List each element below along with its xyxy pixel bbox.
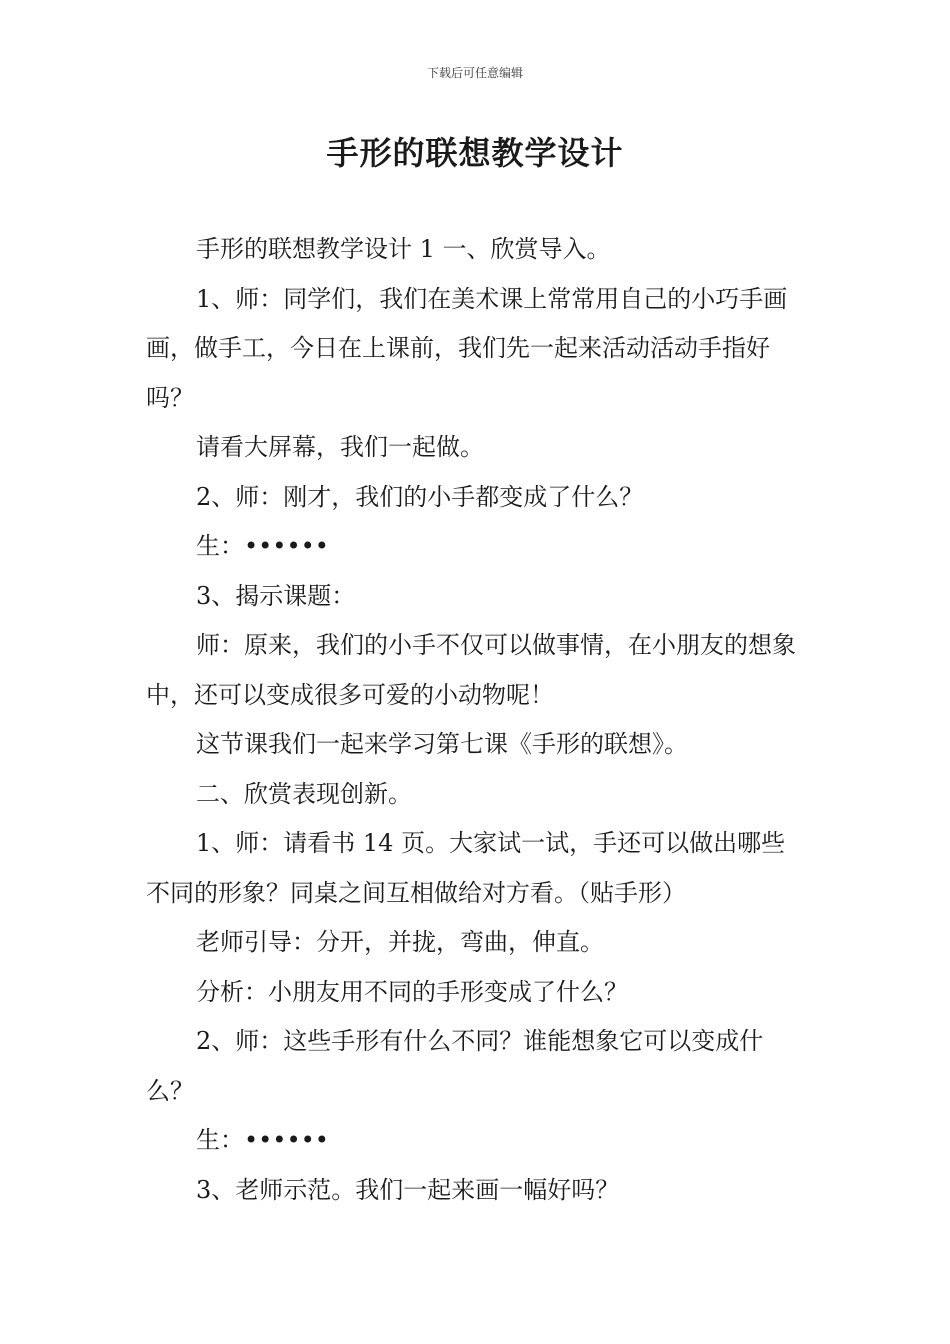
paragraph: 3、揭示课题：	[196, 581, 356, 610]
document-title: 手形的联想教学设计	[326, 134, 624, 172]
paragraph: 请看大屏幕，我们一起做。	[196, 433, 484, 461]
page-header-note: 下载后可任意编辑	[426, 66, 523, 80]
paragraph: 分析：小朋友用不同的手形变成了什么？	[196, 977, 628, 1006]
paragraph: 这节课我们一起来学习第七课《手形的联想》。	[196, 730, 688, 758]
paragraph: 2、师：这些手形有什么不同？谁能想象它可以变成什么？	[146, 1027, 764, 1105]
paragraph: 生：••••••	[196, 532, 329, 560]
paragraph: 生：••••••	[196, 1126, 329, 1154]
paragraph: 老师引导：分开，并拢，弯曲，伸直。	[196, 928, 604, 956]
paragraph: 3、老师示范。我们一起来画一幅好吗？	[196, 1175, 620, 1204]
paragraph: 手形的联想教学设计 1 一、欣赏导入。	[196, 235, 611, 263]
paragraph: 师：原来，我们的小手不仅可以做事情，在小朋友的想象中，还可以变成很多可爱的小动物呢！	[146, 631, 796, 709]
document-body	[146, 225, 808, 1215]
paragraph: 二、欣赏表现创新。	[196, 779, 412, 808]
paragraph: 1、师：同学们，我们在美术课上常常用自己的小巧手画画，做手工，今日在上课前，我们先一起来活动活动手指好吗？	[146, 284, 788, 412]
paragraph: 1、师：请看书 14 页。大家试一试，手还可以做出哪些不同的形象？同桌之间互相做给对方看。（贴手形）	[146, 829, 786, 907]
paragraph: 2、师：刚才，我们的小手都变成了什么？	[196, 482, 644, 511]
